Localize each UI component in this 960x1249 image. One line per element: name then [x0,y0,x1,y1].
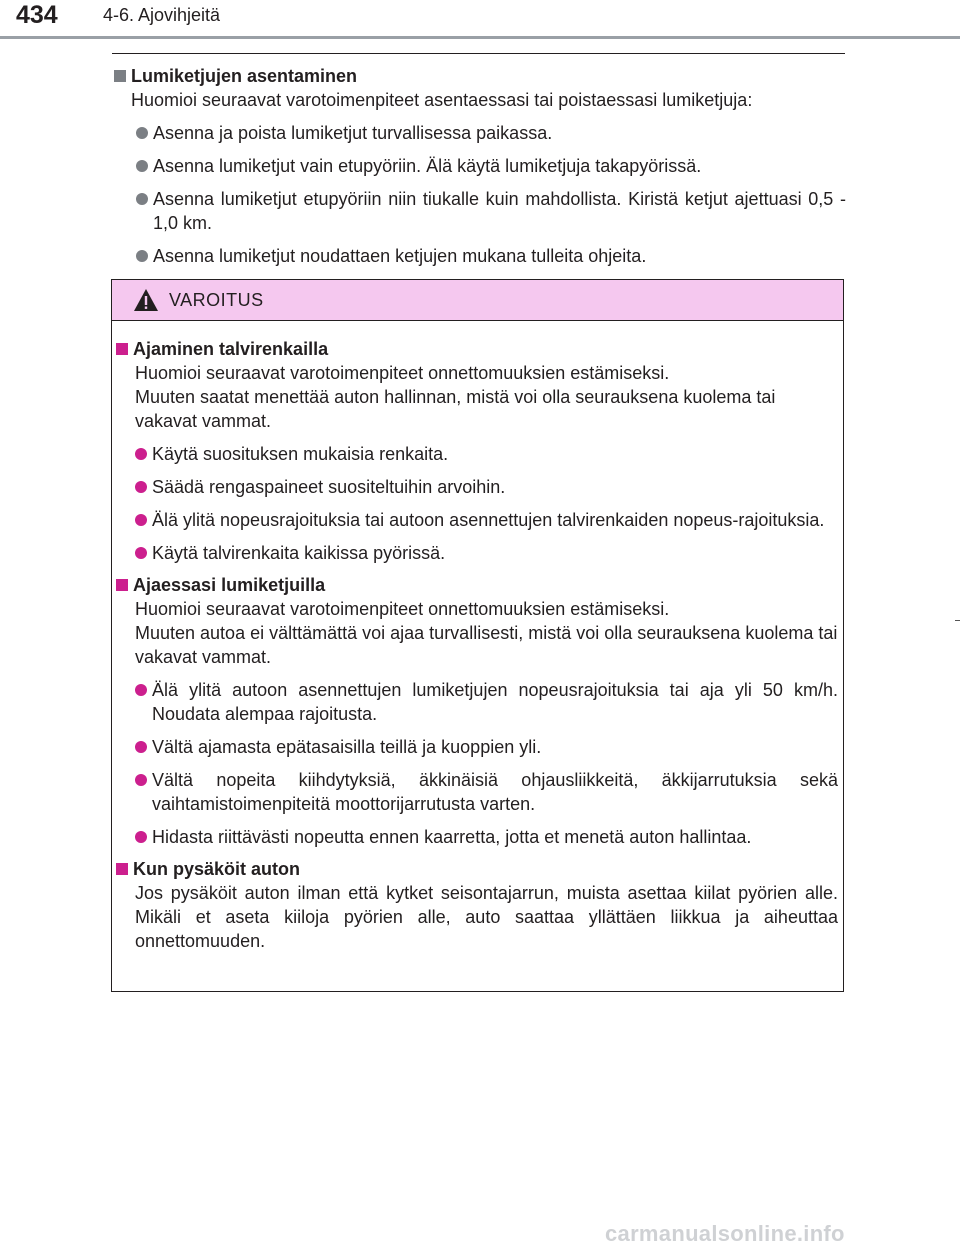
list-item: Vältä ajamasta epätasaisilla teillä ja kuoppien yli. [135,735,838,759]
warning-header [112,280,843,321]
list-item: Älä ylitä nopeusrajoituksia tai autoon asennettujen talvirenkaiden nopeus-rajoituksia. [135,508,838,532]
list-item: Asenna lumiketjut vain etupyöriin. Älä käytä lumiketjuja takapyörissä. [136,154,846,178]
bullet-dot-icon [135,741,147,753]
bullet-dot-icon [135,831,147,843]
edge-mark [955,620,960,621]
warning-text: Muuten autoa ei välttämättä voi ajaa turvallisesti, mistä voi olla seurauksena kuolema tai vakavat vammat. [135,623,838,667]
list-item: Asenna ja poista lumiketjut turvallisessa paikassa. [136,121,846,145]
square-bullet-icon [114,70,126,82]
warning-group-heading: Ajaminen talvirenkailla [116,337,838,361]
header-rule [0,36,960,39]
list-item: Vältä nopeita kiihdytyksiä, äkkinäisiä ohjausliikkeitä, äkkijarrutuksia sekä vaihtamistoimenpiteitä moottorijarrutusta varten. [135,768,838,816]
warning-body [116,337,838,957]
section-intro: Huomioi seuraavat varotoimenpiteet asentaessasi tai poistaessasi lumiketjuja: [131,90,753,110]
list-item: Asenna lumiketjut etupyöriin niin tiukalle kuin mahdollista. Kiristä ketjut ajettuasi 0,5 - 1,0 km. [136,187,846,235]
square-bullet-icon [116,863,128,875]
snow-chain-section [114,64,846,268]
list-item: Älä ylitä autoon asennettujen lumiketjujen nopeusrajoituksia tai aja yli 50 km/h. Noudata alempaa rajoitusta. [135,678,838,726]
warning-box [111,279,844,992]
list-item: Käytä suosituksen mukaisia renkaita. [135,442,838,466]
section-rule [112,53,845,54]
list-item: Säädä rengaspaineet suositeltuihin arvoihin. [135,475,838,499]
bullet-dot-icon [136,193,148,205]
bullet-dot-icon [136,250,148,262]
bullet-dot-icon [135,514,147,526]
bullet-dot-icon [135,774,147,786]
bullet-dot-icon [135,684,147,696]
bullet-dot-icon [136,127,148,139]
warning-group [116,857,838,953]
warning-text: Huomioi seuraavat varotoimenpiteet onnettomuuksien estämiseksi. [135,363,670,383]
page-number: 434 [16,1,58,29]
list-item: Käytä talvirenkaita kaikissa pyörissä. [135,541,838,565]
bullet-dot-icon [136,160,148,172]
square-bullet-icon [116,343,128,355]
warning-text: Muuten saatat menettää auton hallinnan, mistä voi olla seurauksena kuolema tai vakavat vammat. [135,387,776,431]
warning-group-heading: Kun pysäköit auton [116,857,838,881]
list-item: Hidasta riittävästi nopeutta ennen kaarretta, jotta et menetä auton hallintaa. [135,825,838,849]
section-heading-text: Lumiketjujen asentaminen [131,66,358,86]
warning-text: Huomioi seuraavat varotoimenpiteet onnettomuuksien estämiseksi. [135,599,670,619]
watermark: carmanualsonline.info [605,1221,845,1246]
bullet-dot-icon [135,547,147,559]
bullet-dot-icon [135,481,147,493]
square-bullet-icon [116,579,128,591]
warning-text: Jos pysäköit auton ilman että kytket seisontajarrun, muista asettaa kiilat pyörien alle. Mikäli et aseta kiiloja pyörien alle, auto saattaa yllättäen liikkua ja aiheuttaa onnettomuuden. [135,883,838,951]
section-heading [114,64,846,88]
warning-group [116,337,838,565]
warning-label: VAROITUS [169,289,264,310]
warning-group-heading: Ajaessasi lumiketjuilla [116,573,838,597]
warning-group [116,573,838,849]
warning-triangle-icon [133,288,159,312]
list-item: Asenna lumiketjut noudattaen ketjujen mukana tulleita ohjeita. [136,244,846,268]
chapter-title: 4-6. Ajovihjeitä [103,5,221,25]
bullet-dot-icon [135,448,147,460]
